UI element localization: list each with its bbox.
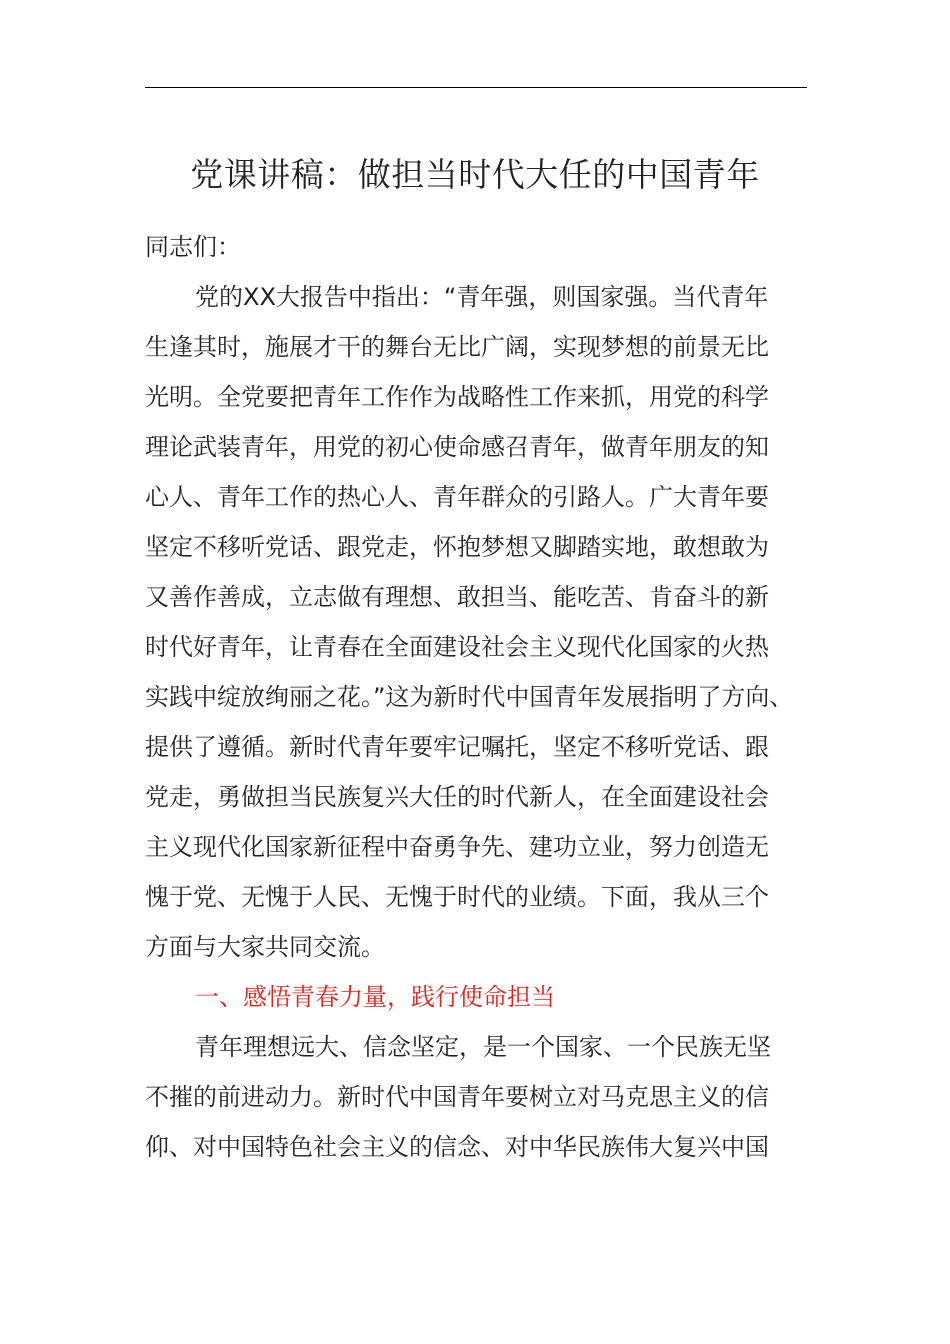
paragraph-line: 时代好青年，让青春在全面建设社会主义现代化国家的火热 [145, 633, 769, 661]
paragraph-line: 主义现代化国家新征程中奋勇争先、建功立业，努力创造无 [145, 833, 769, 861]
paragraph-line: 党走，勇做担当民族复兴大任的时代新人，在全面建设社会 [145, 783, 769, 811]
header-rule [145, 87, 807, 88]
paragraph-line: 愧于党、无愧于人民、无愧于时代的业绩。下面，我从三个 [145, 883, 769, 911]
paragraph-line: 党的XX大报告中指出：“青年强，则国家强。当代青年 [195, 283, 769, 311]
paragraph-line: 生逢其时，施展才干的舞台无比广阔，实现梦想的前景无比 [145, 333, 769, 361]
paragraph-line: 又善作善成，立志做有理想、敢担当、能吃苦、肯奋斗的新 [145, 583, 769, 611]
paragraph-line: 提供了遵循。新时代青年要牢记嘱托，坚定不移听党话、跟 [145, 733, 769, 761]
paragraph-line: 光明。全党要把青年工作作为战略性工作来抓，用党的科学 [145, 383, 769, 411]
paragraph-line: 仰、对中国特色社会主义的信念、对中华民族伟大复兴中国 [145, 1133, 769, 1161]
paragraph-line: 坚定不移听党话、跟党走，怀抱梦想又脚踏实地，敢想敢为 [145, 533, 769, 561]
paragraph-line: 不摧的前进动力。新时代中国青年要树立对马克思主义的信 [145, 1083, 769, 1111]
paragraph-line: 青年理想远大、信念坚定，是一个国家、一个民族无坚 [195, 1033, 771, 1061]
paragraph-line: 心人、青年工作的热心人、青年群众的引路人。广大青年要 [145, 483, 769, 511]
salutation: 同志们： [145, 233, 241, 261]
paragraph-line: 实践中绽放绚丽之花。”这为新时代中国青年发展指明了方向、 [145, 683, 794, 711]
paragraph-line: 理论武装青年，用党的初心使命感召青年，做青年朋友的知 [145, 433, 769, 461]
document-title: 党课讲稿：做担当时代大任的中国青年 [190, 155, 760, 194]
paragraph-line: 方面与大家共同交流。 [145, 933, 385, 961]
section-heading: 一、感悟青春力量，践行使命担当 [195, 983, 555, 1011]
